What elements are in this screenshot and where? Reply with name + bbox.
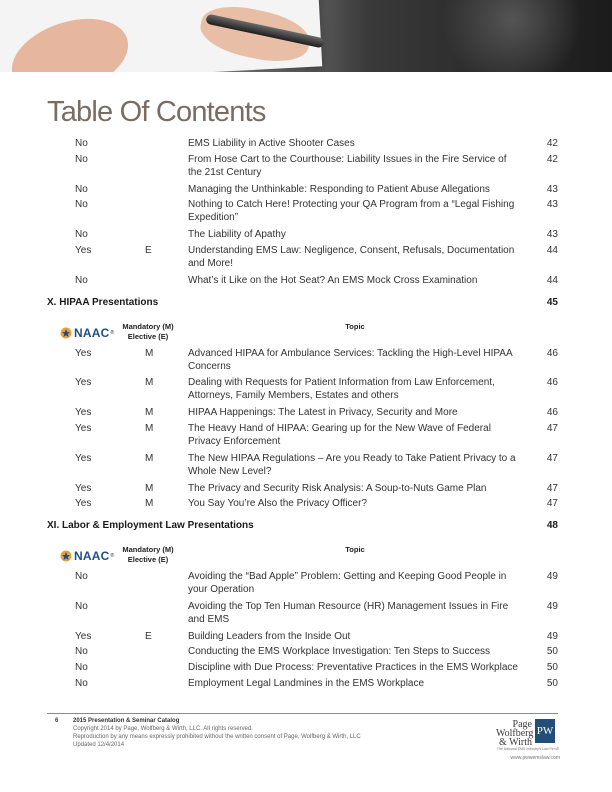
firm-logo bbox=[496, 717, 560, 765]
mandatory-elective-header bbox=[108, 545, 188, 565]
mandatory-label: Mandatory (M) bbox=[122, 322, 174, 331]
required-cell: No bbox=[75, 229, 88, 240]
table-header bbox=[0, 545, 612, 571]
section-title: XI. Labor & Employment Law Presentations bbox=[47, 520, 254, 531]
page-cell: 49 bbox=[546, 631, 558, 642]
type-cell: M bbox=[145, 423, 154, 434]
page-cell: 47 bbox=[546, 423, 558, 434]
type-cell: E bbox=[145, 631, 152, 642]
logo-name-page: Page bbox=[512, 719, 532, 730]
page-cell: 42 bbox=[546, 154, 558, 165]
section-title: X. HIPAA Presentations bbox=[47, 297, 159, 308]
naac-star-icon bbox=[60, 327, 72, 339]
topic-cell: Understanding EMS Law: Negligence, Consent, Refusals, Documentation and More! bbox=[188, 245, 515, 269]
naac-star-icon bbox=[60, 550, 72, 562]
footer-divider bbox=[47, 713, 558, 714]
type-cell: M bbox=[145, 483, 154, 494]
required-cell: Yes bbox=[75, 453, 92, 464]
type-cell: M bbox=[145, 407, 154, 418]
section-heading bbox=[47, 520, 558, 531]
required-cell: No bbox=[75, 154, 88, 165]
section-page: 48 bbox=[546, 520, 558, 531]
naac-logo-text: NAAC bbox=[74, 326, 110, 340]
naac-logo bbox=[60, 324, 114, 342]
logo-url: www.pwwemslaw.com bbox=[510, 755, 560, 761]
type-cell: M bbox=[145, 348, 154, 359]
page-cell: 49 bbox=[546, 571, 558, 582]
footer-text bbox=[73, 717, 361, 749]
topic-cell: From Hose Cart to the Courthouse: Liability Issues in the Fire Service of the 21st Century bbox=[188, 154, 507, 178]
topic-cell: The Liability of Apathy bbox=[188, 229, 286, 240]
topic-cell: Avoiding the Top Ten Human Resource (HR) Management Issues in Fire and EMS bbox=[188, 601, 509, 625]
footer-reproduction: Reproduction by any means expressly prohibited without the written consent of Page, Wolfberg & Wirth, LLC bbox=[73, 734, 361, 740]
table-header bbox=[0, 322, 612, 348]
required-cell: Yes bbox=[75, 423, 92, 434]
trademark-mark: ® bbox=[110, 330, 115, 336]
required-cell: No bbox=[75, 571, 88, 582]
trademark-mark: ® bbox=[110, 553, 115, 559]
page-cell: 43 bbox=[546, 184, 558, 195]
page-cell: 50 bbox=[546, 646, 558, 657]
page-title: Table Of Contents bbox=[47, 96, 266, 128]
required-cell: No bbox=[75, 646, 88, 657]
logo-tagline: The National EMS Industry's Law Firm® bbox=[496, 747, 560, 751]
logo-name-wirth: & Wirth bbox=[498, 737, 532, 748]
type-cell: M bbox=[145, 498, 154, 509]
required-cell: No bbox=[75, 662, 88, 673]
page-cell: 50 bbox=[546, 662, 558, 673]
required-cell: No bbox=[75, 275, 88, 286]
topic-cell: The Privacy and Security Risk Analysis: A Soup-to-Nuts Game Plan bbox=[188, 483, 487, 494]
topic-cell: You Say You’re Also the Privacy Officer? bbox=[188, 498, 367, 509]
required-cell: No bbox=[75, 199, 88, 210]
background-shade bbox=[432, 0, 592, 72]
type-cell: M bbox=[145, 453, 154, 464]
topic-cell: The New HIPAA Regulations – Are you Ready to Take Patient Privacy to a Whole New Level? bbox=[188, 453, 516, 477]
topic-cell: HIPAA Happenings: The Latest in Privacy, Security and More bbox=[188, 407, 458, 418]
topic-cell: Dealing with Requests for Patient Information from Law Enforcement, Attorneys, Family Members, Estates and others bbox=[188, 377, 495, 401]
required-cell: Yes bbox=[75, 407, 92, 418]
logo-name-wolfberg: Wolfberg bbox=[496, 728, 534, 739]
footer-catalog: 2015 Presentation & Seminar Catalog bbox=[73, 718, 180, 724]
naac-logo bbox=[60, 547, 114, 565]
required-cell: No bbox=[75, 138, 88, 149]
naac-logo-text: NAAC bbox=[74, 549, 110, 563]
topic-cell: What’s it Like on the Hot Seat? An EMS Mock Cross Examination bbox=[188, 275, 478, 286]
required-cell: No bbox=[75, 601, 88, 612]
topic-cell: Discipline with Due Process: Preventative Practices in the EMS Workplace bbox=[188, 662, 518, 673]
elective-label: Elective (E) bbox=[127, 555, 169, 564]
logo-names bbox=[496, 720, 532, 747]
required-cell: Yes bbox=[75, 245, 92, 256]
topic-header: Topic bbox=[345, 322, 365, 331]
topic-cell: Managing the Unthinkable: Responding to Patient Abuse Allegations bbox=[188, 184, 490, 195]
required-cell: Yes bbox=[75, 348, 92, 359]
page-cell: 50 bbox=[546, 678, 558, 689]
page-cell: 43 bbox=[546, 229, 558, 240]
page-cell: 46 bbox=[546, 407, 558, 418]
topic-cell: Building Leaders from the Inside Out bbox=[188, 631, 351, 642]
topic-cell: Advanced HIPAA for Ambulance Services: Tackling the High-Level HIPAA Concerns bbox=[188, 348, 513, 372]
topic-cell: EMS Liability in Active Shooter Cases bbox=[188, 138, 355, 149]
type-cell: M bbox=[145, 377, 154, 388]
footer-page-number: 6 bbox=[55, 718, 59, 724]
page-cell: 42 bbox=[546, 138, 558, 149]
topic-cell: The Heavy Hand of HIPAA: Gearing up for the New Wave of Federal Privacy Enforcement bbox=[188, 423, 491, 447]
topic-header: Topic bbox=[345, 545, 365, 554]
required-cell: No bbox=[75, 184, 88, 195]
page-cell: 49 bbox=[546, 601, 558, 612]
footer-copyright: Copyright 2014 by Page, Wolfberg & Wirth, LLC. All rights reserved. bbox=[73, 726, 253, 732]
topic-cell: Conducting the EMS Workplace Investigation: Ten Steps to Success bbox=[188, 646, 491, 657]
section-page: 45 bbox=[546, 297, 558, 308]
page-cell: 47 bbox=[546, 453, 558, 464]
page-cell: 47 bbox=[546, 483, 558, 494]
required-cell: Yes bbox=[75, 483, 92, 494]
header-photo bbox=[0, 0, 612, 72]
page-cell: 47 bbox=[546, 498, 558, 509]
required-cell: No bbox=[75, 678, 88, 689]
elective-label: Elective (E) bbox=[127, 332, 169, 341]
mandatory-elective-header bbox=[108, 322, 188, 342]
topic-cell: Nothing to Catch Here! Protecting your QA Program from a “Legal Fishing Expedition” bbox=[188, 199, 515, 223]
type-cell: E bbox=[145, 245, 152, 256]
page-cell: 43 bbox=[546, 199, 558, 210]
page-cell: 46 bbox=[546, 348, 558, 359]
section-heading bbox=[47, 297, 558, 308]
page-cell: 44 bbox=[546, 245, 558, 256]
topic-cell: Avoiding the “Bad Apple” Problem: Getting and Keeping Good People in your Operation bbox=[188, 571, 507, 595]
footer-updated: Updated 12/4/2014 bbox=[73, 742, 125, 748]
required-cell: Yes bbox=[75, 631, 92, 642]
required-cell: Yes bbox=[75, 377, 92, 388]
page-cell: 46 bbox=[546, 377, 558, 388]
page-cell: 44 bbox=[546, 275, 558, 286]
topic-cell: Employment Legal Landmines in the EMS Workplace bbox=[188, 678, 425, 689]
mandatory-label: Mandatory (M) bbox=[122, 545, 174, 554]
required-cell: Yes bbox=[75, 498, 92, 509]
logo-mark: PW bbox=[535, 719, 555, 743]
